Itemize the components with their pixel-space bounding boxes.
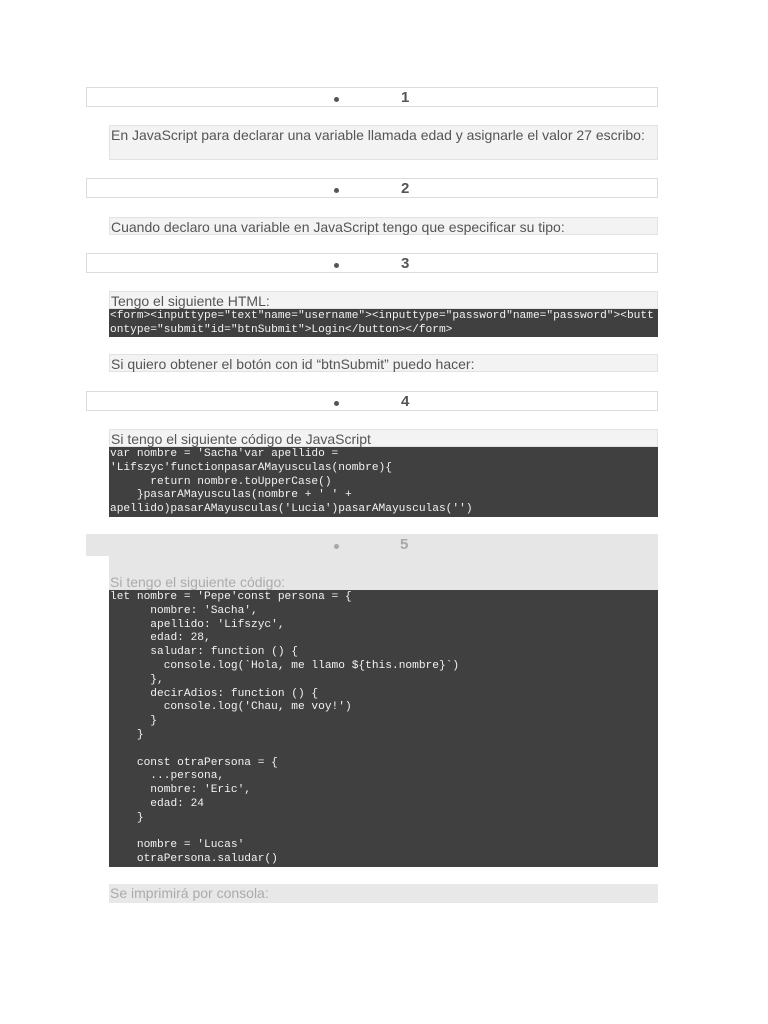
question-number-bar [86, 391, 658, 411]
question-intro: Tengo el siguiente HTML: [109, 291, 658, 309]
question-number-bar [86, 534, 658, 556]
question-number-bar [86, 87, 658, 107]
code-block: var nombre = 'Sacha'var apellido = 'Lifszyc'functionpasarAMayusculas(nombre){ return nombre.toUpperCase() }pasarAMayusculas(nombre + ' ' + apellido)pasarAMayusculas('Lucia')pasarAMayusculas('') [109, 447, 658, 517]
bullet-icon [334, 188, 339, 193]
question-number-bar [86, 178, 658, 198]
question-prompt: Se imprimirá por consola: [109, 884, 658, 903]
question-number: 4 [401, 393, 410, 410]
bullet-icon [334, 263, 339, 268]
bullet-icon [334, 544, 339, 549]
code-block: <form><inputtype="text"name="username"><inputtype="password"name="password"><buttontype="submit"id="btnSubmit">Login</button></form> [109, 309, 658, 337]
question-prompt: En JavaScript para declarar una variable llamada edad y asignarle el valor 27 escribo: [109, 125, 658, 160]
question-number: 5 [400, 536, 409, 553]
question-number: 2 [401, 180, 410, 197]
question-number-bar [86, 253, 658, 273]
question-prompt: Si quiero obtener el botón con id “btnSubmit” puedo hacer: [109, 354, 658, 372]
question-prompt: Cuando declaro una variable en JavaScript tengo que especificar su tipo: [109, 217, 658, 235]
bullet-icon [334, 401, 339, 406]
question-intro: Si tengo el siguiente código: [110, 574, 286, 590]
bullet-icon [334, 97, 339, 102]
question-intro: Si tengo el siguiente código de JavaScript [109, 429, 658, 447]
question-number: 1 [401, 89, 410, 106]
question-number: 3 [401, 255, 410, 272]
code-block: let nombre = 'Pepe'const persona = { nombre: 'Sacha', apellido: 'Lifszyc', edad: 28, saludar: function () { console.log(`Hola, me llamo ${this.nombre}`) }, decirAdios: function () { console.log('Chau, me voy!') } } const otraPersona = { ...persona, nombre: 'Eric', edad: 24 } nombre = 'Lucas' otraPersona.saludar() [109, 590, 658, 867]
